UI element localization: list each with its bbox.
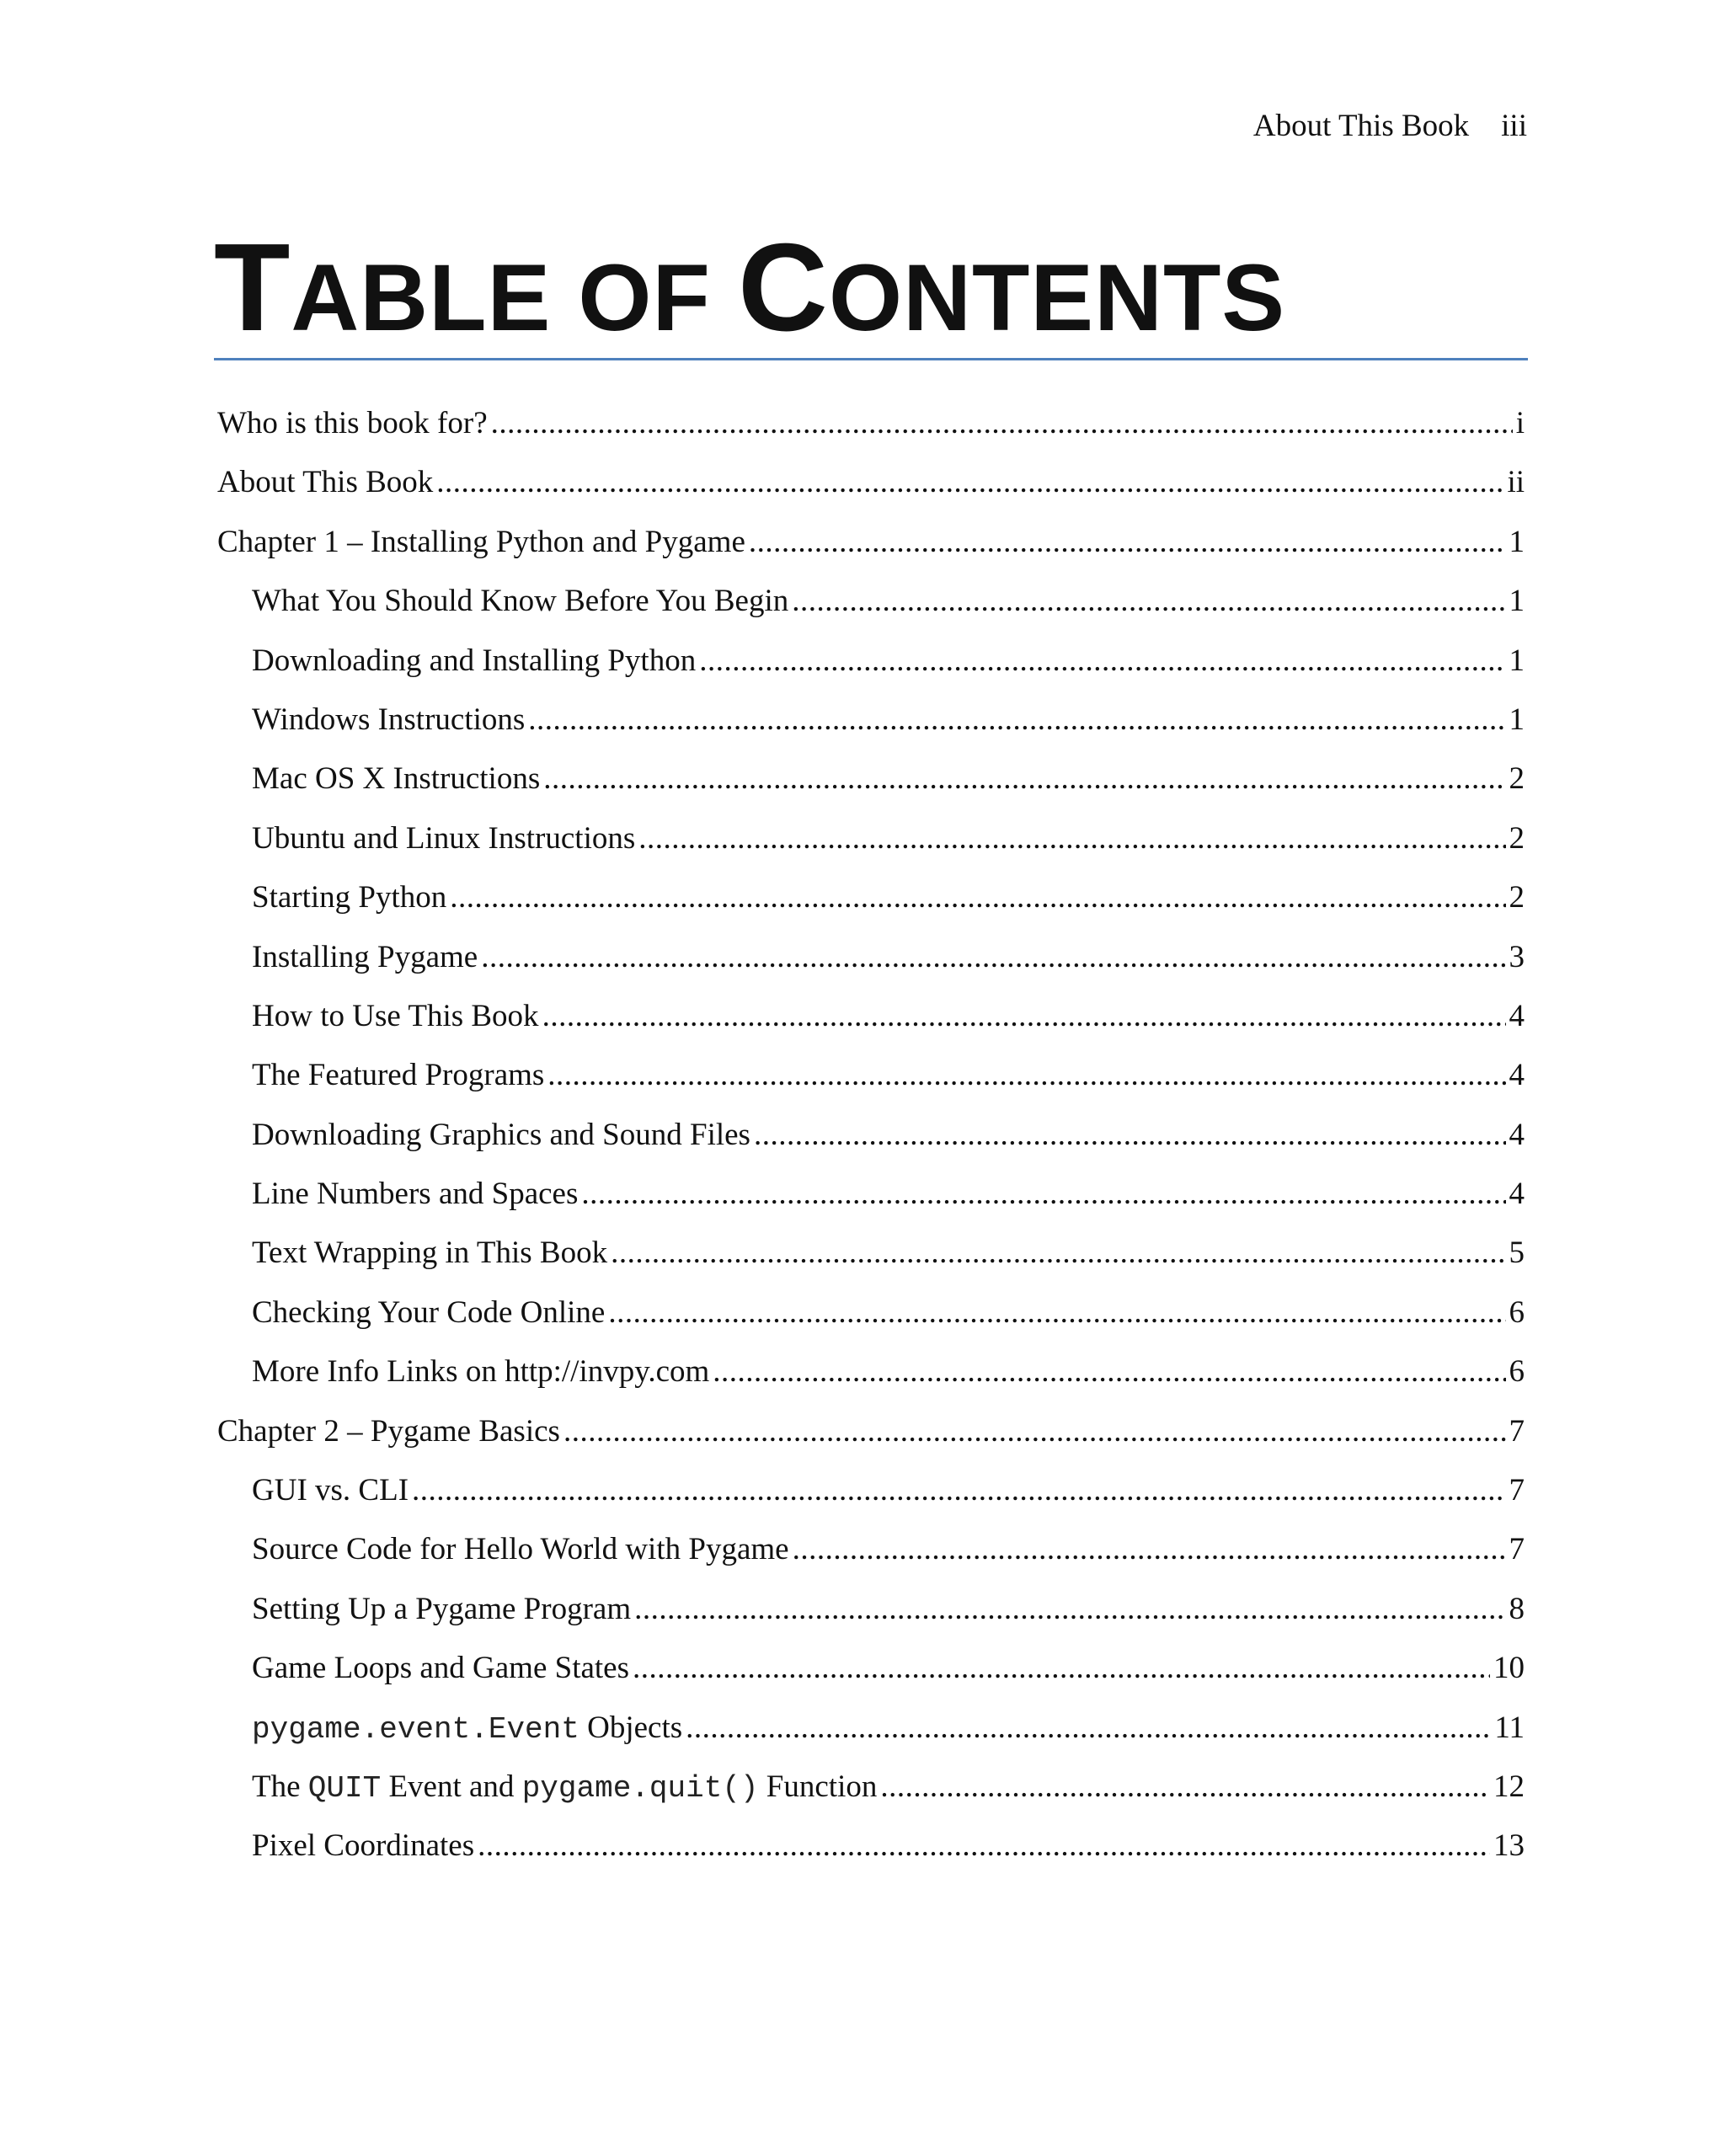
dot-leader bbox=[450, 873, 1505, 922]
toc-entry-label bbox=[252, 1051, 544, 1100]
toc-entry-page-number: 7 bbox=[1509, 1473, 1525, 1508]
dot-leader bbox=[547, 1051, 1505, 1100]
toc-entry-page-number: 2 bbox=[1509, 820, 1525, 856]
entry-text: About This Book bbox=[217, 465, 434, 500]
toc-entry-label bbox=[252, 1525, 789, 1574]
toc-entry-page-number: 1 bbox=[1509, 584, 1525, 619]
toc-entry-page-number: 8 bbox=[1509, 1591, 1525, 1626]
dot-leader bbox=[699, 637, 1505, 686]
entry-text: Downloading and Installing Python bbox=[252, 643, 697, 678]
entry-text: Objects bbox=[579, 1710, 683, 1745]
toc-section-entry[interactable] bbox=[217, 577, 1525, 636]
toc-section-entry[interactable] bbox=[217, 696, 1525, 755]
dot-leader bbox=[713, 1348, 1505, 1396]
dot-leader bbox=[542, 992, 1506, 1041]
dot-leader bbox=[608, 1289, 1505, 1337]
entry-text: Line Numbers and Spaces bbox=[252, 1177, 579, 1212]
toc-entry-label bbox=[217, 458, 433, 507]
code-text: QUIT bbox=[307, 1770, 382, 1806]
toc-section-entry[interactable] bbox=[217, 637, 1525, 696]
toc-entry-page-number: 6 bbox=[1509, 1354, 1525, 1390]
toc-entry-label bbox=[252, 1466, 409, 1515]
dot-leader bbox=[634, 1585, 1505, 1634]
title-part-ontents: ONTENTS bbox=[828, 245, 1286, 350]
toc-entry-page-number: 4 bbox=[1509, 1117, 1525, 1152]
entry-text: Text Wrapping in This Book bbox=[252, 1235, 608, 1271]
toc-entry-label bbox=[252, 1289, 605, 1337]
toc-section-entry[interactable] bbox=[217, 873, 1525, 932]
dot-leader bbox=[638, 814, 1505, 863]
toc-entry-page-number: 11 bbox=[1494, 1710, 1525, 1745]
toc-section-entry[interactable] bbox=[217, 1348, 1525, 1406]
toc-entry-page-number: 4 bbox=[1509, 998, 1525, 1033]
toc-chapter-entry[interactable] bbox=[217, 399, 1525, 458]
toc-section-entry[interactable] bbox=[217, 1111, 1525, 1170]
entry-text: Who is this book for? bbox=[217, 406, 488, 440]
entry-text: GUI vs. CLI bbox=[252, 1473, 409, 1508]
toc-entry-label bbox=[252, 1822, 474, 1870]
toc-entry-page-number: 2 bbox=[1509, 880, 1525, 915]
page-number: iii bbox=[1501, 109, 1527, 143]
dot-leader bbox=[611, 1229, 1505, 1278]
page-title bbox=[214, 218, 1286, 357]
toc-entry-label bbox=[252, 814, 635, 863]
toc-section-entry[interactable] bbox=[217, 1051, 1525, 1110]
toc-entry-page-number: 12 bbox=[1493, 1769, 1525, 1804]
toc-entry-page-number: 10 bbox=[1493, 1651, 1525, 1686]
toc-entry-page-number: 1 bbox=[1509, 524, 1525, 559]
entry-text: How to Use This Book bbox=[252, 998, 539, 1033]
code-text: pygame.event.Event bbox=[252, 1711, 579, 1747]
toc-entry-label bbox=[252, 1348, 709, 1396]
toc-entry-page-number: 4 bbox=[1509, 1058, 1525, 1093]
entry-text: Pixel Coordinates bbox=[252, 1828, 475, 1864]
toc-entry-label bbox=[252, 873, 446, 922]
entry-text: What You Should Know Before You Begin bbox=[252, 584, 789, 619]
toc-chapter-entry[interactable] bbox=[217, 1407, 1525, 1466]
toc-entry-label bbox=[252, 992, 539, 1041]
entry-text: Ubuntu and Linux Instructions bbox=[252, 820, 636, 856]
toc-entry-label bbox=[217, 518, 745, 567]
toc-section-entry[interactable] bbox=[217, 1704, 1525, 1763]
dot-leader bbox=[481, 933, 1505, 982]
entry-text: Starting Python bbox=[252, 880, 447, 915]
dot-leader bbox=[478, 1822, 1490, 1870]
toc-section-entry[interactable] bbox=[217, 1170, 1525, 1229]
dot-leader bbox=[412, 1466, 1505, 1515]
toc-list bbox=[217, 399, 1525, 1881]
entry-text: Checking Your Code Online bbox=[252, 1294, 606, 1330]
toc-entry-page-number: 1 bbox=[1509, 702, 1525, 737]
toc-section-entry[interactable] bbox=[217, 814, 1525, 873]
dot-leader bbox=[880, 1763, 1490, 1812]
title-part-able-of: ABLE OF bbox=[291, 245, 739, 350]
code-text: pygame.quit() bbox=[521, 1770, 759, 1806]
entry-text: Event and bbox=[381, 1769, 522, 1804]
toc-entry-label bbox=[252, 577, 788, 626]
toc-entry-page-number: 13 bbox=[1493, 1828, 1525, 1864]
toc-section-entry[interactable] bbox=[217, 933, 1525, 992]
toc-entry-page-number: 3 bbox=[1509, 939, 1525, 974]
toc-section-entry[interactable] bbox=[217, 755, 1525, 814]
entry-text: The Featured Programs bbox=[252, 1058, 545, 1093]
dot-leader bbox=[581, 1170, 1505, 1219]
toc-entry-label bbox=[217, 399, 488, 448]
toc-section-entry[interactable] bbox=[217, 1466, 1525, 1525]
toc-section-entry[interactable] bbox=[217, 1644, 1525, 1703]
toc-section-entry[interactable] bbox=[217, 1763, 1525, 1822]
entry-text: Game Loops and Game States bbox=[252, 1651, 629, 1686]
toc-entry-page-number: 4 bbox=[1509, 1177, 1525, 1212]
toc-section-entry[interactable] bbox=[217, 1585, 1525, 1644]
toc-entry-label bbox=[252, 1170, 578, 1219]
dot-leader bbox=[543, 755, 1505, 803]
running-header bbox=[1253, 108, 1527, 144]
dot-leader bbox=[491, 399, 1513, 448]
toc-entry-label bbox=[252, 1763, 877, 1813]
toc-entry-label bbox=[252, 696, 525, 744]
toc-entry-label bbox=[252, 1229, 607, 1278]
entry-text: Chapter 2 – Pygame Basics bbox=[217, 1413, 560, 1449]
dot-leader bbox=[749, 518, 1506, 567]
dot-leader bbox=[633, 1644, 1490, 1693]
toc-section-entry[interactable] bbox=[217, 1229, 1525, 1288]
entry-text: Downloading Graphics and Sound Files bbox=[252, 1117, 750, 1152]
title-initial-t: T bbox=[214, 218, 291, 357]
dot-leader bbox=[754, 1111, 1506, 1160]
dot-leader bbox=[793, 1525, 1506, 1574]
toc-entry-label bbox=[252, 933, 478, 982]
toc-chapter-entry[interactable] bbox=[217, 518, 1525, 577]
toc-entry-label bbox=[252, 1111, 750, 1160]
toc-entry-label bbox=[252, 1644, 629, 1693]
dot-leader bbox=[686, 1704, 1491, 1753]
toc-entry-page-number: 6 bbox=[1509, 1294, 1525, 1330]
dot-leader bbox=[528, 696, 1505, 744]
entry-text: The bbox=[252, 1769, 308, 1804]
toc-entry-page-number: 7 bbox=[1509, 1532, 1525, 1567]
toc-section-entry[interactable] bbox=[217, 1822, 1525, 1881]
entry-text: Source Code for Hello World with Pygame bbox=[252, 1532, 789, 1567]
title-initial-c: C bbox=[738, 218, 829, 357]
entry-text: Setting Up a Pygame Program bbox=[252, 1591, 632, 1626]
toc-entry-page-number: ii bbox=[1507, 465, 1525, 500]
entry-text: Mac OS X Instructions bbox=[252, 761, 541, 797]
dot-leader bbox=[792, 577, 1505, 626]
toc-section-entry[interactable] bbox=[217, 1289, 1525, 1348]
toc-entry-label bbox=[252, 1704, 682, 1754]
toc-entry-label bbox=[252, 1585, 631, 1634]
entry-text: Chapter 1 – Installing Python and Pygame bbox=[217, 524, 745, 559]
toc-entry-page-number: 1 bbox=[1509, 643, 1525, 678]
toc-entry-label bbox=[252, 755, 540, 803]
dot-leader bbox=[563, 1407, 1506, 1456]
toc-section-entry[interactable] bbox=[217, 1525, 1525, 1584]
toc-entry-page-number: 7 bbox=[1509, 1413, 1525, 1449]
toc-entry-label bbox=[252, 637, 696, 686]
toc-entry-page-number: i bbox=[1515, 406, 1525, 440]
toc-entry-page-number: 2 bbox=[1509, 761, 1525, 797]
toc-entry-page-number: 5 bbox=[1509, 1235, 1525, 1271]
title-divider bbox=[214, 358, 1528, 360]
toc-chapter-entry[interactable] bbox=[217, 458, 1525, 517]
toc-section-entry[interactable] bbox=[217, 992, 1525, 1051]
toc-entry-label bbox=[217, 1407, 560, 1456]
entry-text: Windows Instructions bbox=[252, 702, 526, 737]
dot-leader bbox=[436, 458, 1503, 507]
entry-text: Installing Pygame bbox=[252, 939, 478, 974]
entry-text: Function bbox=[758, 1769, 878, 1804]
running-title: About This Book bbox=[1252, 109, 1470, 143]
entry-text: More Info Links on http://invpy.com bbox=[252, 1354, 710, 1390]
